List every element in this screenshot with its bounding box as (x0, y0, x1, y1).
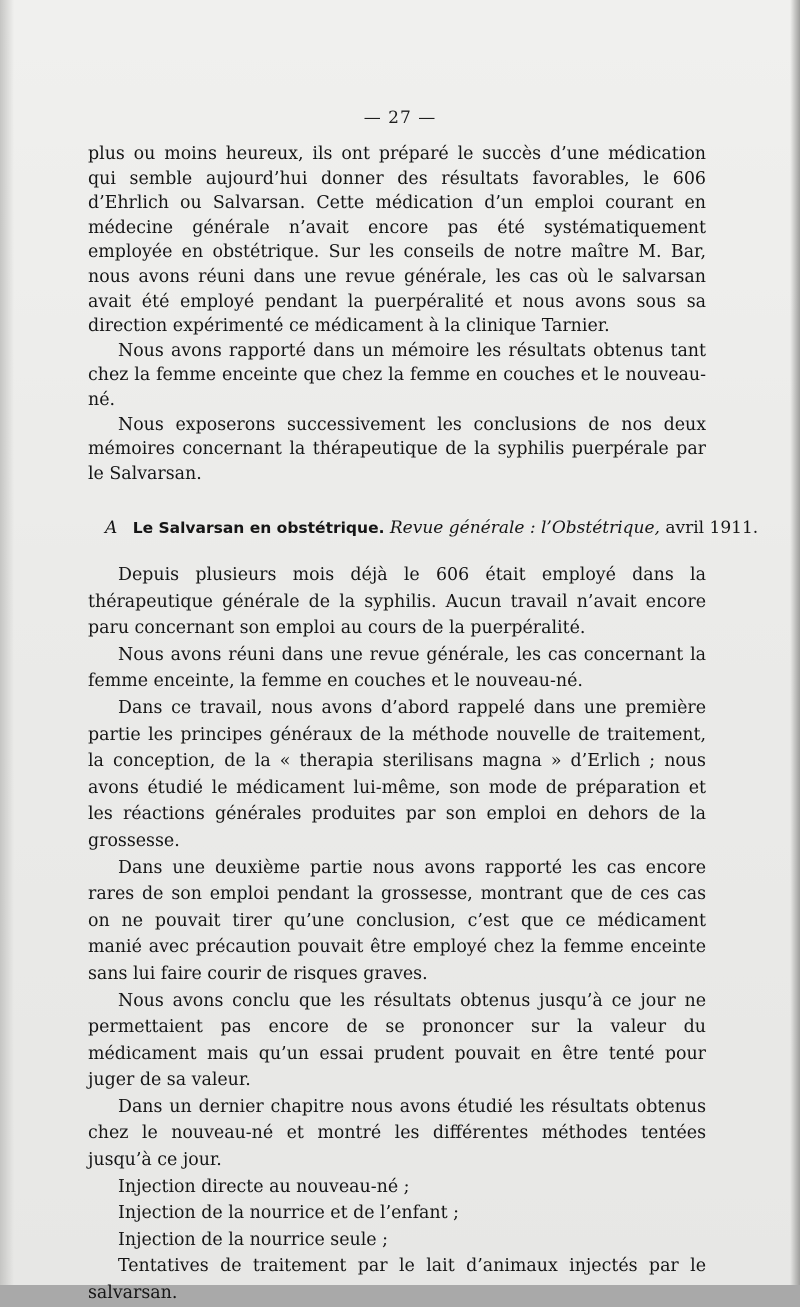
list-item: Injection de la nourrice et de l’enfant ; (118, 1203, 459, 1224)
top-text-block (88, 142, 706, 486)
page-right-edge-shadow (790, 0, 800, 1285)
list-item: Injection de la nourrice seule ; (118, 1229, 388, 1250)
paragraph: Dans un dernier chapitre nous avons étudié les résultats obtenus chez le nouveau-né et montré les différentes méthodes tentées jusqu’à ce jour. (88, 1096, 706, 1171)
heading-title: Le Salvarsan en obstétrique. (132, 519, 385, 537)
paragraph: Nous avons réuni dans une revue générale, les cas concernant la femme enceinte, la femme en couches et le nouveau-né. (88, 644, 706, 692)
paragraph: Depuis plusieurs mois déjà le 606 était employé dans la thérapeutique générale de la syphilis. Aucun travail n’avait encore paru concernant son emploi au cours de la puerpéralité. (88, 565, 706, 639)
heading-date: avril 1911. (665, 518, 759, 538)
paragraph: plus ou moins heureux, ils ont préparé le succès d’une médication qui semble aujourd’hui donner des résultats favorables, le 606 d’Ehrlich ou Salvarsan. Cette médication d’un emploi courant en médecine générale n’avait encore pas été systématiquement employée en obstétrique. Sur les conseils de notre maître M. Bar, nous avons réuni dans une revue générale, les cas où le salvarsan avait été employé pendant la puerpéralité et nous avons sous sa direction expérimenté ce médicament à la clinique Tarnier. (88, 144, 706, 337)
heading-letter: A (105, 518, 118, 538)
paragraph: Nous exposerons successivement les conclusions de nos deux mémoires concernant la thérapeutique de la syphilis puerpérale par le Salvarsan. (88, 414, 706, 484)
paragraph: Nous avons rapporté dans un mémoire les résultats obtenus tant chez la femme enceinte que chez la femme en couches et le nouveau-né. (88, 340, 706, 410)
bottom-text-block (88, 562, 706, 1307)
list-item: Injection directe au nouveau-né ; (118, 1176, 410, 1197)
paragraph: Dans ce travail, nous avons d’abord rappelé dans une première partie les principes généraux de la méthode nouvelle de traitement, la conception, de la « therapia sterilisans magna » d’Erlich ; nous avons étudié le médicament lui-même, son mode de préparation et les réactions générales produites par son emploi en dehors de la grossesse. (88, 697, 706, 851)
paragraph: Dans une deuxième partie nous avons rapporté les cas encore rares de son emploi pendant la grossesse, montrant que de ces cas on ne pouvait tirer qu’une conclusion, c’est que ce médicament manié avec précaution pouvait être employé chez la femme enceinte sans lui faire courir de risques graves. (88, 857, 706, 984)
list-item: Tentatives de traitement par le lait d’animaux injectés par le salvarsan. (88, 1256, 706, 1304)
heading-journal: Revue générale : l’Obstétrique, (389, 518, 660, 538)
page-number: — 27 — (363, 108, 437, 128)
page-left-edge-shadow (0, 0, 14, 1285)
section-heading (105, 518, 759, 538)
paragraph: Nous avons conclu que les résultats obtenus jusqu’à ce jour ne permettaient pas encore de se prononcer sur la valeur du médicament mais qu’un essai prudent pouvait en être tenté pour juger de sa valeur. (88, 990, 706, 1091)
